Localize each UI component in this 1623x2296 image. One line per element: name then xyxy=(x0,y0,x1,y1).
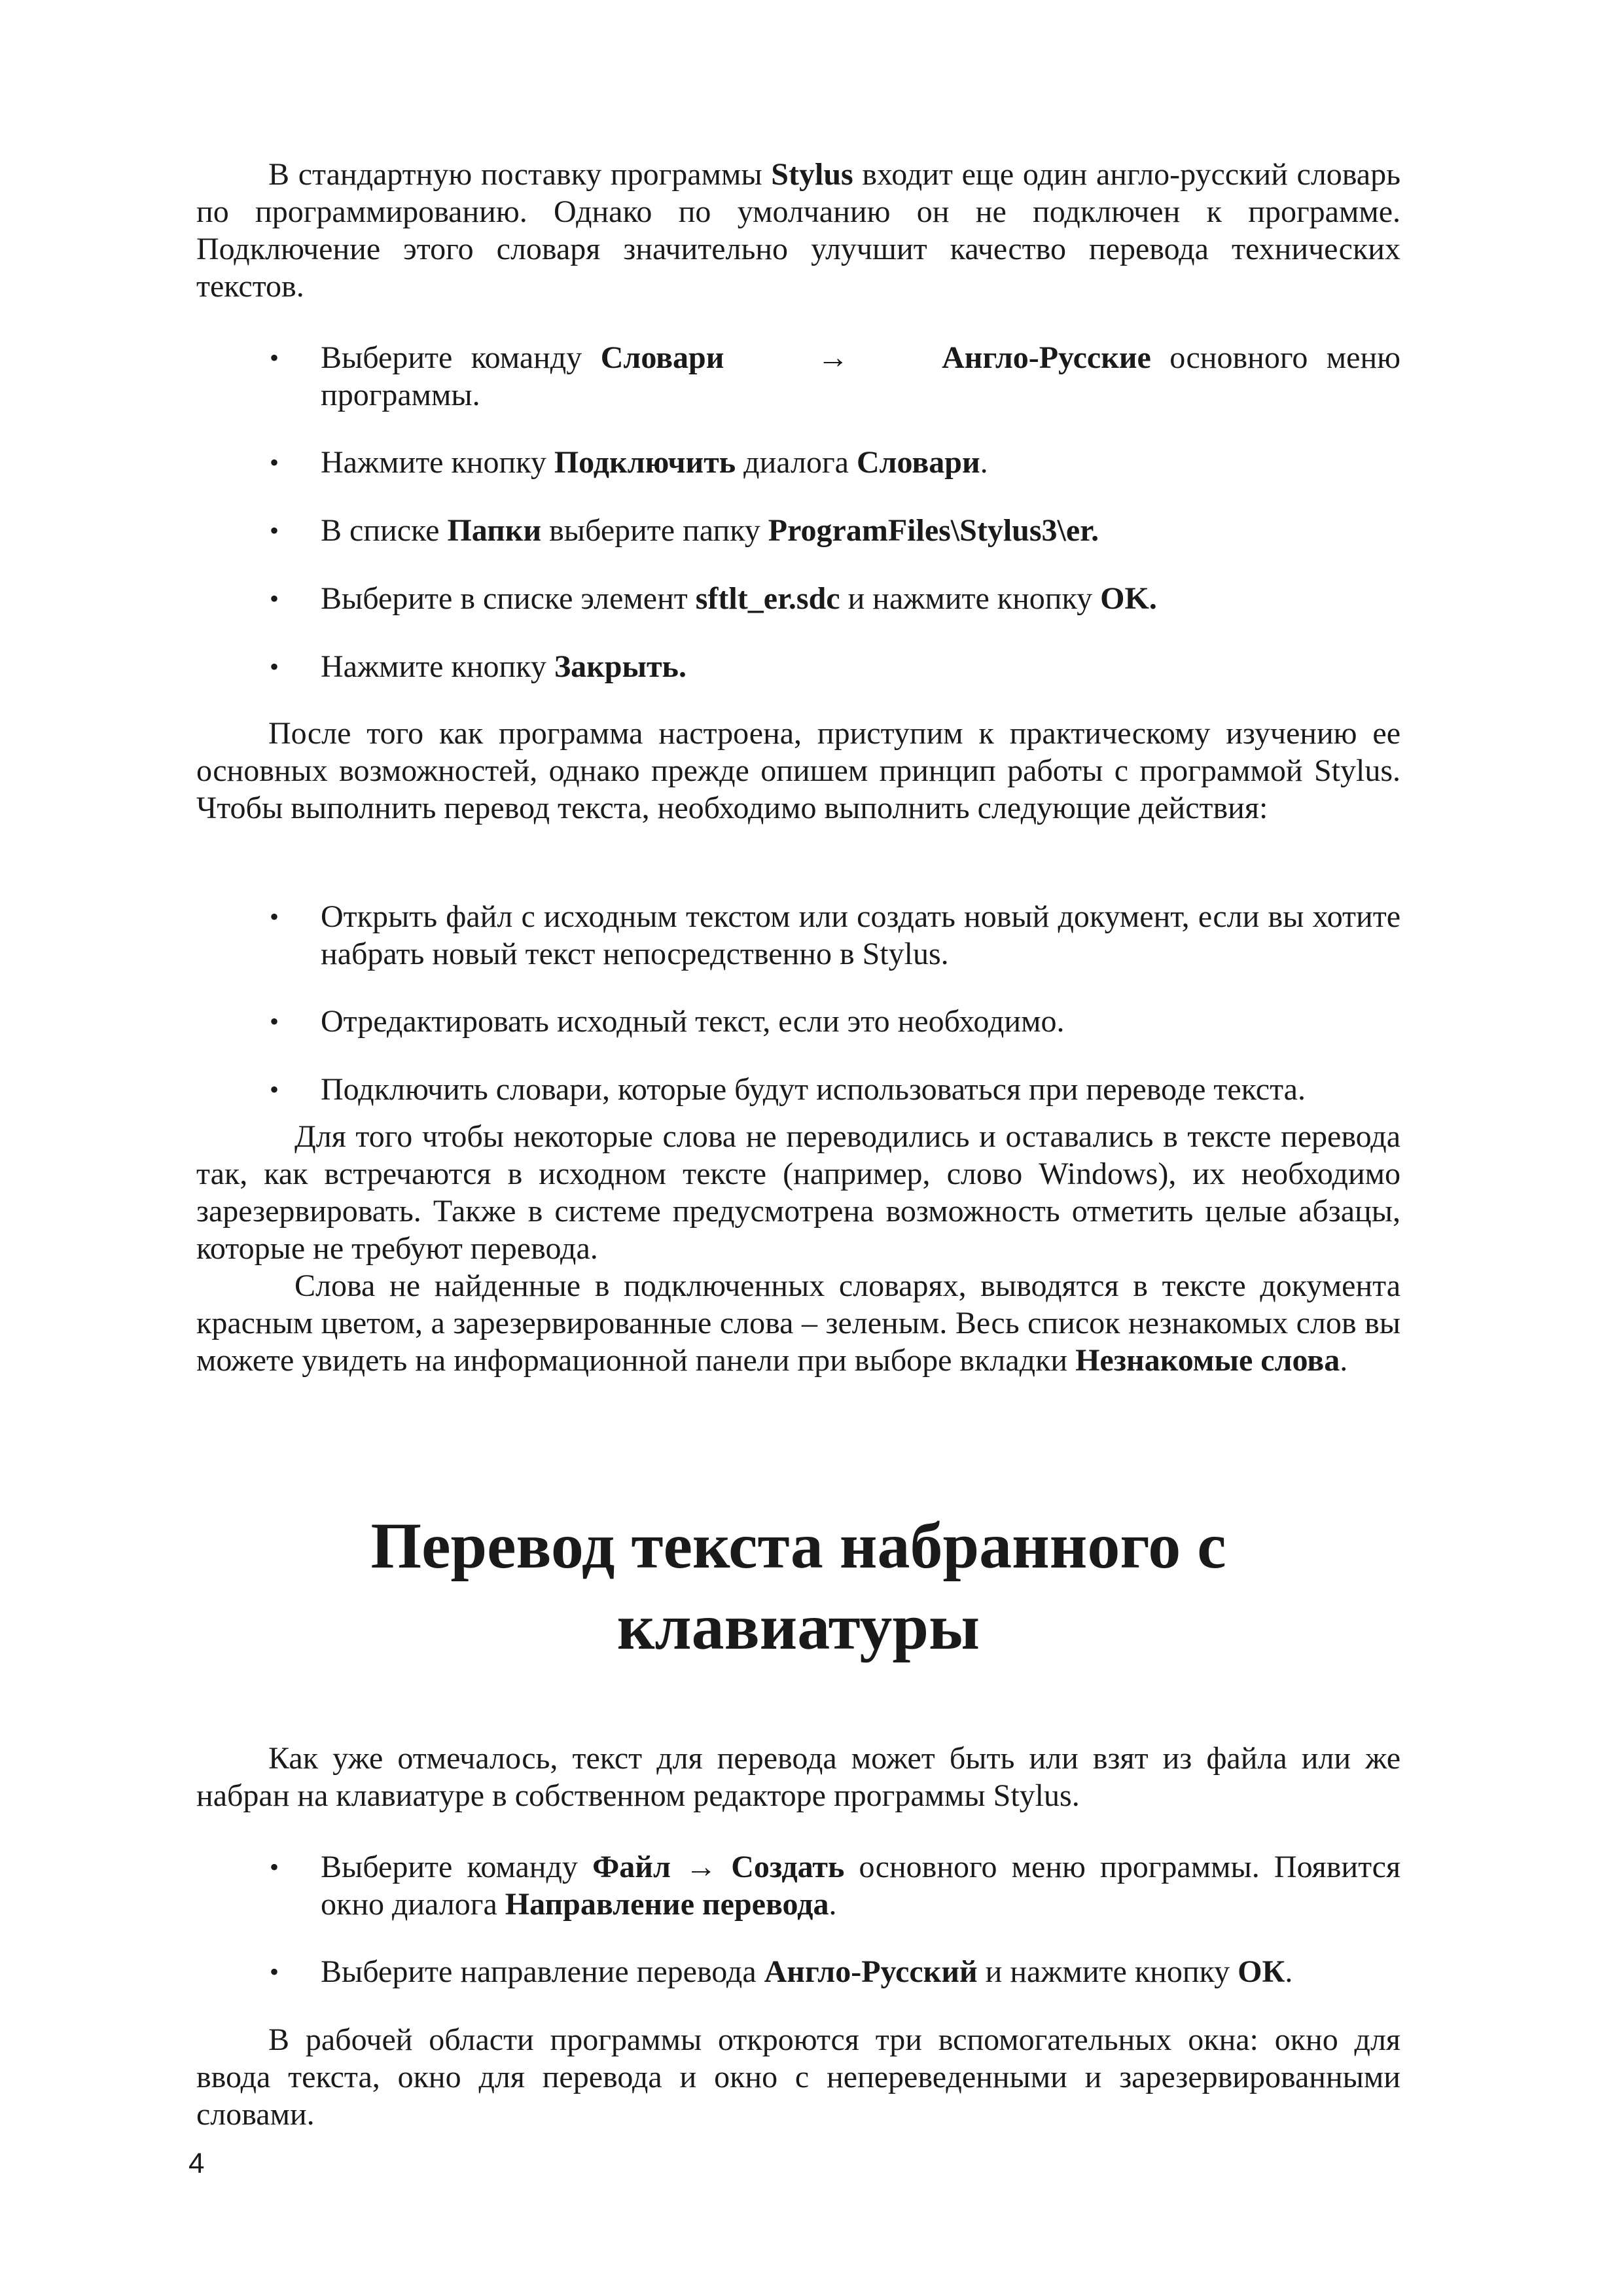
step-2-2: Отредактировать исходный текст, если это необходимо. xyxy=(321,1004,1065,1039)
step-1-4 xyxy=(321,580,1400,617)
bullet-icon: • xyxy=(270,1852,279,1882)
list-papki: Папки xyxy=(447,513,542,548)
step-1-1 xyxy=(321,339,1400,414)
step-text: Выберите направление перевода xyxy=(321,1954,764,1989)
step-text-3: . xyxy=(829,1887,837,1922)
bullet-icon: • xyxy=(270,584,279,613)
step-text: Выберите команду xyxy=(321,340,601,375)
bullet-icon: • xyxy=(270,652,279,681)
heading-line-1: Перевод текста набранного с xyxy=(370,1509,1226,1582)
menu-anglo-russkie: Англо-Русские xyxy=(942,340,1151,375)
step-3-1 xyxy=(321,1848,1400,1923)
tab-neznakomye-slova: Незнакомые слова xyxy=(1075,1343,1340,1378)
step-1-5 xyxy=(321,648,1400,685)
bullet-icon: • xyxy=(270,516,279,545)
dialog-slovari: Словари xyxy=(856,445,980,480)
paragraph-2: После того как программа настроена, приступим к практическому изучению ее основных возможностей, однако прежде опишем принцип работы с программой Stylus. Чтобы выполнить перевод текста, необходимо выполнить следующие действия: xyxy=(196,716,1400,825)
bullet-icon: • xyxy=(270,343,279,372)
bullet-icon: • xyxy=(270,448,279,477)
intro-text-2: входит еще один англо-русский словарь по программированию. Однако по умолчанию он не подключен к программе. Подключение этого словаря значительно улучшит качество перевода технических текстов. xyxy=(196,157,1401,304)
bullet-icon: • xyxy=(270,1957,279,1986)
paragraph-4 xyxy=(196,1267,1400,1379)
step-text-3: . xyxy=(1285,1954,1293,1989)
step-text: Выберите команду xyxy=(321,1850,593,1884)
button-zakryt: Закрыть. xyxy=(554,649,687,684)
direction-anglo-russkiy: Англо-Русский xyxy=(764,1954,978,1989)
para4-text: Слова не найденные в подключенных словарях, выводятся в тексте документа красным цветом, а зарезервированные слова – зеленым. Весь список незнакомых слов вы можете увидеть на информационной панели при выборе вкладки xyxy=(196,1268,1400,1378)
section-heading xyxy=(196,1505,1400,1668)
step-text: Выберите в списке элемент xyxy=(321,581,696,616)
step-3-2 xyxy=(321,1953,1400,1990)
bullet-icon: • xyxy=(270,902,279,931)
paragraph-3: Для того чтобы некоторые слова не переводились и оставались в тексте перевода так, как встречаются в исходном тексте (например, слово Windows), их необходимо зарезервировать. Также в системе предусмотрена возможность отметить целые абзацы, которые не требуют перевода. xyxy=(196,1119,1400,1266)
step-text: В списке xyxy=(321,513,448,548)
stylus-bold: Stylus xyxy=(771,157,853,192)
step-text-2: выберите папку xyxy=(541,513,768,548)
step-text: Нажмите кнопку xyxy=(321,445,554,480)
step-text-2: основного меню программы. Появится окно диалога xyxy=(321,1850,1401,1922)
folder-path: ProgramFiles\Stylus3\er. xyxy=(768,513,1099,548)
step-text: Нажмите кнопку xyxy=(321,649,554,684)
step-1-3 xyxy=(321,512,1400,549)
button-podklyuchit: Подключить xyxy=(554,445,736,480)
button-ok: OK. xyxy=(1100,581,1157,616)
step-text-2: и нажмите кнопку xyxy=(840,581,1101,616)
paragraph-6: В рабочей области программы откроются три вспомогательных окна: окно для ввода текста, окно для перевода и окно с непереведенными и зарезервированными словами. xyxy=(196,2022,1400,2132)
step-text-3: . xyxy=(980,445,988,480)
menu-sozdat: Создать xyxy=(731,1850,845,1884)
step-2-1: Открыть файл с исходным текстом или создать новый документ, если вы хотите набрать новый текст непосредственно в Stylus. xyxy=(321,899,1400,971)
intro-paragraph xyxy=(196,156,1400,305)
step-2-3: Подключить словари, которые будут использоваться при переводе текста. xyxy=(321,1072,1306,1107)
step-1-2 xyxy=(321,444,1400,481)
bullet-icon: • xyxy=(270,1007,279,1036)
step-text-2: основного меню программы. xyxy=(321,340,1401,412)
page-number: 4 xyxy=(188,2147,205,2179)
paragraph-5: Как уже отмечалось, текст для перевода может быть или взят из файла или же набран на клавиатуре в собственном редакторе программы Stylus. xyxy=(196,1741,1400,1813)
file-name: sftlt_er.sdc xyxy=(695,581,840,616)
step-text-2: диалога xyxy=(736,445,857,480)
dialog-napravlenie: Направление перевода xyxy=(505,1887,829,1922)
menu-fail: Файл xyxy=(592,1850,671,1884)
para4-text-2: . xyxy=(1340,1343,1348,1378)
menu-slovari: Словари xyxy=(600,340,724,375)
intro-text: В стандартную поставку программы xyxy=(268,157,772,192)
button-ok: ОК xyxy=(1238,1954,1285,1989)
arrow-icon: → xyxy=(817,340,849,375)
heading-line-2: клавиатуры xyxy=(616,1590,980,1663)
arrow-icon: → xyxy=(685,1850,717,1884)
step-text-2: и нажмите кнопку xyxy=(977,1954,1238,1989)
bullet-icon: • xyxy=(270,1075,279,1104)
